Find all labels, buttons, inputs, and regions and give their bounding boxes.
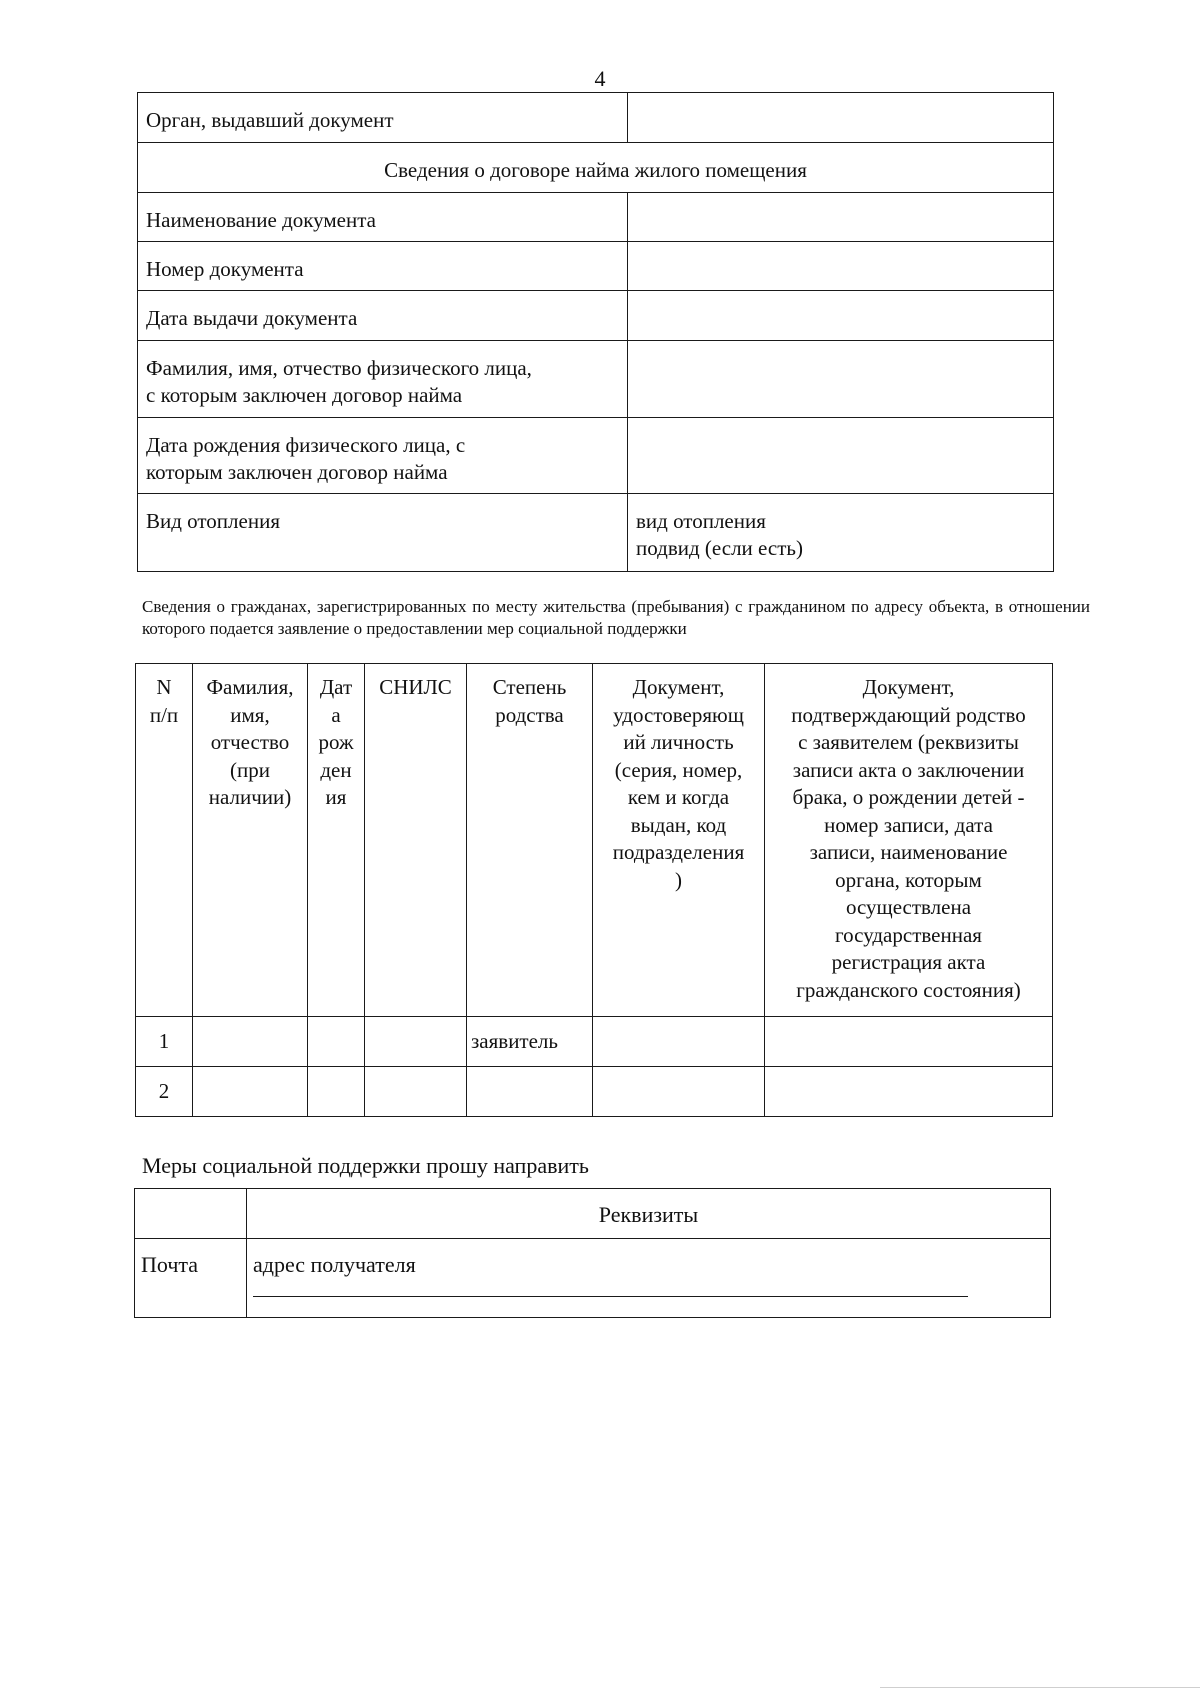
- tenant-birthdate-label-line1: Дата рождения физического лица, с: [146, 433, 466, 457]
- row-relation: заявитель: [467, 1017, 593, 1067]
- table-cell[interactable]: [593, 1017, 765, 1067]
- header-text: осуществлена: [845, 895, 972, 919]
- table-cell[interactable]: [193, 1067, 308, 1117]
- registered-citizens-table: [135, 663, 1053, 1117]
- rental-section-header: Сведения о договоре найма жилого помещения: [138, 143, 1054, 193]
- header-text: N: [156, 675, 172, 699]
- document-name-value[interactable]: [628, 193, 1054, 242]
- header-text: Документ,: [632, 675, 725, 699]
- issue-date-value[interactable]: [628, 291, 1054, 341]
- document-name-label: Наименование документа: [138, 193, 628, 242]
- table-cell: [135, 1189, 247, 1239]
- header-text: кем и когда: [627, 785, 730, 809]
- issuing-authority-value[interactable]: [628, 93, 1054, 143]
- header-relation: [467, 664, 593, 1017]
- header-snils: [365, 664, 467, 1017]
- table-row: [138, 494, 1054, 572]
- header-text: брака, о рождении детей -: [792, 785, 1025, 809]
- header-text: Фамилия,: [206, 675, 294, 699]
- table-cell[interactable]: [765, 1067, 1053, 1117]
- table-cell[interactable]: [365, 1067, 467, 1117]
- header-text: (серия, номер,: [614, 757, 743, 782]
- row-relation[interactable]: [467, 1067, 593, 1117]
- heating-type-line: вид отопления: [636, 509, 766, 533]
- table-row: [138, 242, 1054, 291]
- row-num: 1: [136, 1017, 193, 1067]
- header-text: наличии): [208, 785, 292, 809]
- table-cell[interactable]: [193, 1017, 308, 1067]
- table-header-row: [136, 664, 1053, 1017]
- document-number-label: Номер документа: [138, 242, 628, 291]
- requisites-header: Реквизиты: [247, 1189, 1051, 1239]
- table-row: [138, 93, 1054, 143]
- table-row: [135, 1239, 1051, 1318]
- table-row: [138, 143, 1054, 193]
- header-text: подразделения: [612, 840, 745, 864]
- header-text: записи, наименование: [809, 840, 1008, 864]
- table-row: [138, 193, 1054, 242]
- header-text: ден: [320, 757, 352, 782]
- header-text: ия: [325, 785, 347, 809]
- header-text: (при: [230, 757, 270, 782]
- table-cell[interactable]: [365, 1017, 467, 1067]
- tenant-name-value[interactable]: [628, 341, 1054, 418]
- header-text: подтверждающий родство: [791, 702, 1026, 727]
- tenant-birthdate-value[interactable]: [628, 418, 1054, 494]
- address-cell[interactable]: [247, 1239, 1051, 1318]
- header-text: а: [331, 702, 341, 727]
- table-cell[interactable]: [308, 1017, 365, 1067]
- header-birthdate: [308, 664, 365, 1017]
- table-cell[interactable]: [308, 1067, 365, 1117]
- issuing-authority-label: Орган, выдавший документ: [138, 93, 628, 143]
- issue-date-label: Дата выдачи документа: [138, 291, 628, 341]
- document-info-table: [137, 92, 1054, 572]
- header-text: Степень: [492, 675, 567, 699]
- header-text: гражданского состояния): [796, 977, 1021, 1002]
- payment-caption: Меры социальной поддержки прошу направить: [142, 1153, 589, 1178]
- header-text: записи акта о заключении: [792, 757, 1025, 782]
- header-num: [136, 664, 193, 1017]
- payment-details-table: [134, 1188, 1051, 1318]
- header-kinship-document: [765, 664, 1053, 1017]
- table-row: [136, 1017, 1053, 1067]
- table-cell[interactable]: [765, 1017, 1053, 1067]
- table-cell[interactable]: [593, 1067, 765, 1117]
- address-label: адрес получателя: [253, 1252, 416, 1277]
- header-id-document: [593, 664, 765, 1017]
- heating-type-label: Вид отопления: [138, 494, 628, 572]
- header-text: п/п: [149, 702, 179, 727]
- header-text: органа, которым: [835, 867, 982, 892]
- table-header-row: [135, 1189, 1051, 1239]
- tenant-name-label-line2: с которым заключен договор найма: [146, 383, 463, 407]
- citizens-caption: Сведения о гражданах, зарегистрированных по месту жительства (пребывания) с гражданином по адресу объекта, в отношении которого подается заявление о предоставлении мер социальной поддержки: [142, 597, 1090, 638]
- row-num: 2: [136, 1067, 193, 1117]
- scan-edge-line: [880, 1687, 1200, 1688]
- tenant-birthdate-label: [138, 418, 628, 494]
- header-text: отчество: [210, 730, 290, 754]
- header-full-name: [193, 664, 308, 1017]
- header-text: с заявителем (реквизиты: [798, 730, 1019, 754]
- header-text: родства: [495, 702, 564, 727]
- header-text: государственная: [835, 922, 982, 947]
- method-mail: Почта: [135, 1239, 247, 1318]
- header-text: выдан, код: [630, 812, 727, 837]
- table-row: [138, 291, 1054, 341]
- header-text: ий личность: [623, 730, 734, 754]
- table-row: [138, 418, 1054, 494]
- table-row: [136, 1067, 1053, 1117]
- header-text: номер записи, дата: [824, 812, 993, 837]
- header-text: имя,: [230, 702, 270, 727]
- document-number-value[interactable]: [628, 242, 1054, 291]
- header-text: Документ,: [862, 675, 955, 699]
- address-input-line[interactable]: [253, 1296, 968, 1297]
- page-number: 4: [594, 66, 606, 91]
- header-text: ): [675, 867, 682, 892]
- header-text: удостоверяющ: [613, 702, 744, 727]
- tenant-name-label: [138, 341, 628, 418]
- tenant-name-label-line1: Фамилия, имя, отчество физического лица,: [146, 356, 532, 380]
- tenant-birthdate-label-line2: которым заключен договор найма: [146, 460, 448, 484]
- header-text: Дат: [319, 675, 353, 699]
- heating-type-value[interactable]: [628, 494, 1054, 572]
- header-text: регистрация акта: [831, 950, 986, 974]
- table-row: [138, 341, 1054, 418]
- header-text: СНИЛС: [379, 675, 452, 699]
- header-text: рож: [318, 730, 354, 754]
- heating-subtype-line: подвид (если есть): [636, 536, 803, 560]
